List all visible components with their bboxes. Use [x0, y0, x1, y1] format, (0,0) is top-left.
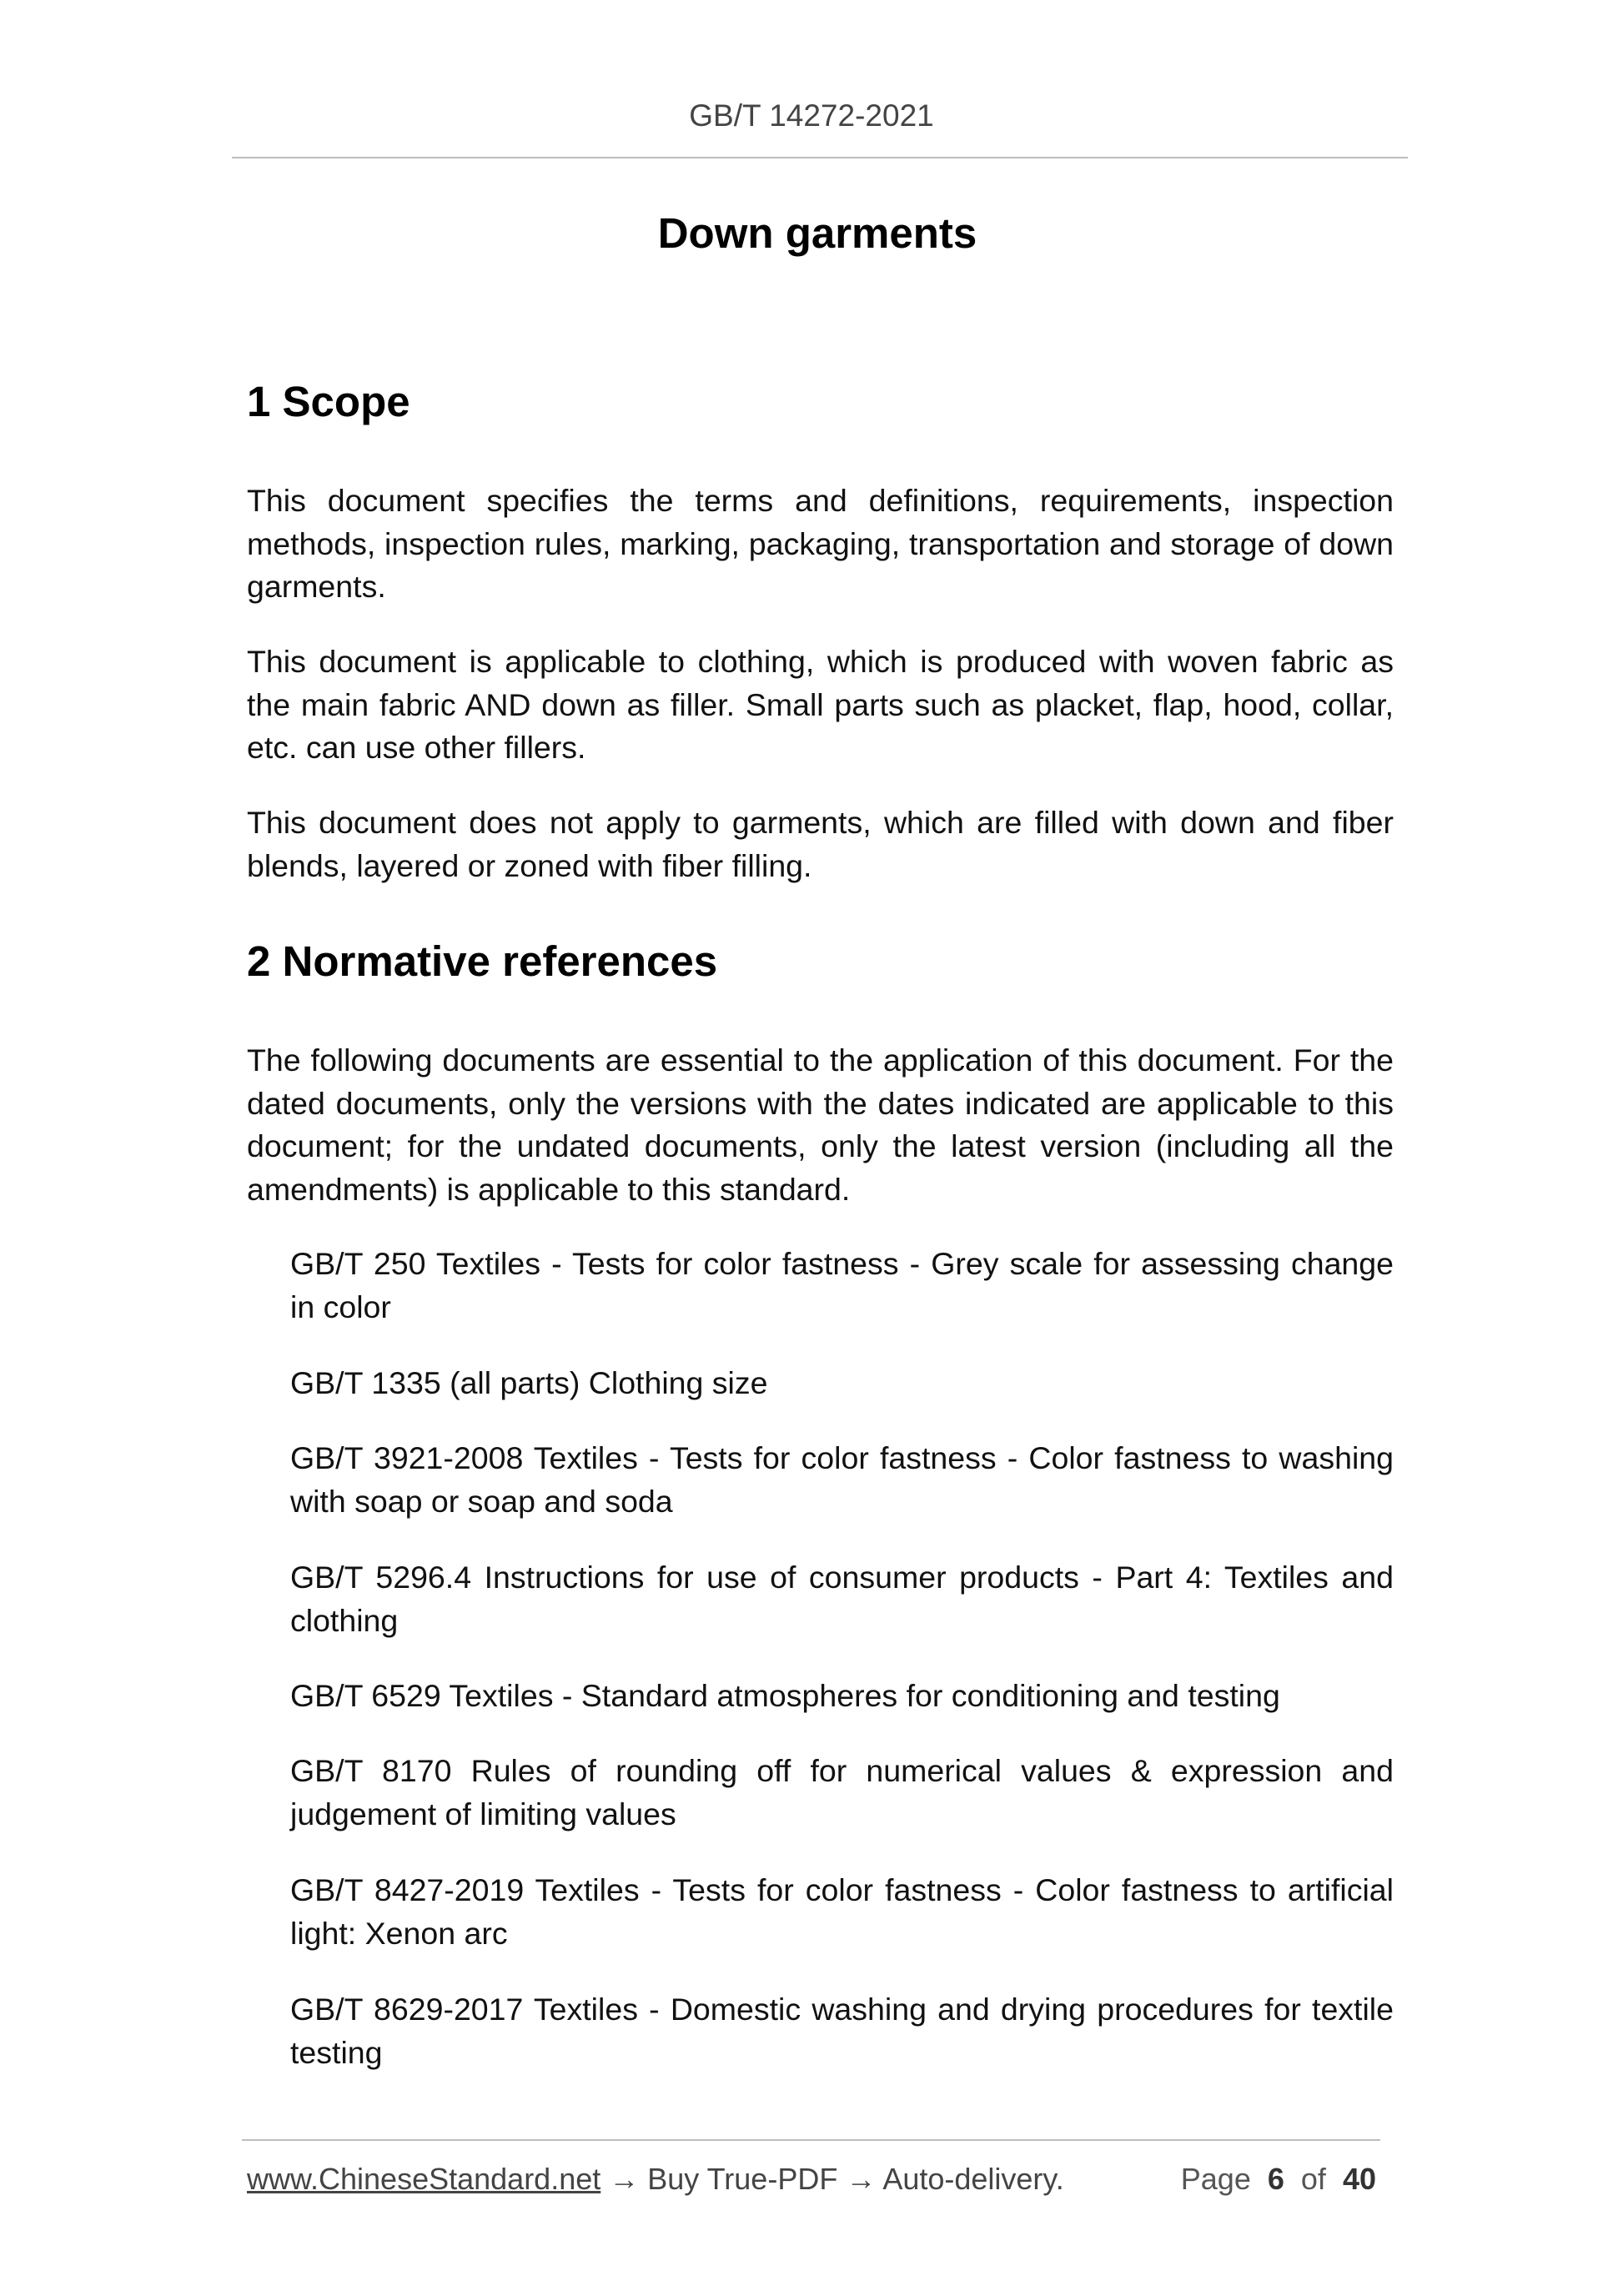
reference-item: GB/T 3921-2008 Textiles - Tests for color fastness - Color fastness to washing with soap or soap and soda — [290, 1440, 1394, 1519]
reference-item: GB/T 8427-2019 Textiles - Tests for color fastness - Color fastness to artificial light: Xenon arc — [290, 1872, 1394, 1951]
section-heading-normative-references: 2 Normative references — [247, 937, 718, 985]
section-heading-scope: 1 Scope — [247, 378, 410, 425]
current-page-number: 6 — [1267, 2162, 1284, 2196]
references-intro-paragraph: The following documents are essential to the application of this document. For the dated documents, only the versions with the dates indicated are applicable to this document; for the undated documents, only the latest version (including all the amendments) is applicable to this standard. — [247, 1042, 1394, 1207]
footer-divider — [242, 2139, 1380, 2141]
running-header: GB/T 14272-2021 — [689, 98, 934, 133]
website-link[interactable]: www.ChineseStandard.net — [247, 2162, 601, 2196]
of-label: of — [1300, 2162, 1326, 2196]
header-divider — [232, 157, 1408, 158]
footer-tagline: → Buy True-PDF → Auto-delivery. — [600, 2162, 1064, 2196]
page-indicator — [1181, 2162, 1376, 2197]
reference-item: GB/T 8629-2017 Textiles - Domestic washing and drying procedures for textile testing — [290, 1992, 1394, 2070]
scope-paragraph-2: This document is applicable to clothing, which is produced with woven fabric as the main fabric AND down as filler. Small parts such as placket, flap, hood, collar, etc. can use other fillers. — [247, 644, 1394, 765]
page-label: Page — [1180, 2162, 1251, 2196]
total-pages-number: 40 — [1342, 2162, 1376, 2196]
scope-paragraph-3: This document does not apply to garments, which are filled with down and fiber blends, layered or zoned with fiber filling. — [247, 805, 1394, 883]
footer-promo — [247, 2162, 1064, 2197]
reference-item: GB/T 1335 (all parts) Clothing size — [290, 1365, 768, 1400]
scope-paragraph-1: This document specifies the terms and definitions, requirements, inspection methods, inspection rules, marking, packaging, transportation and storage of down garments. — [247, 483, 1394, 604]
reference-item: GB/T 6529 Textiles - Standard atmospheres for conditioning and testing — [290, 1678, 1280, 1713]
reference-item: GB/T 5296.4 Instructions for use of consumer products - Part 4: Textiles and clothing — [290, 1560, 1394, 1638]
reference-item: GB/T 8170 Rules of rounding off for numerical values & expression and judgement of limiting values — [290, 1753, 1394, 1831]
reference-item: GB/T 250 Textiles - Tests for color fastness - Grey scale for assessing change in color — [290, 1246, 1394, 1324]
document-title: Down garments — [657, 209, 977, 257]
